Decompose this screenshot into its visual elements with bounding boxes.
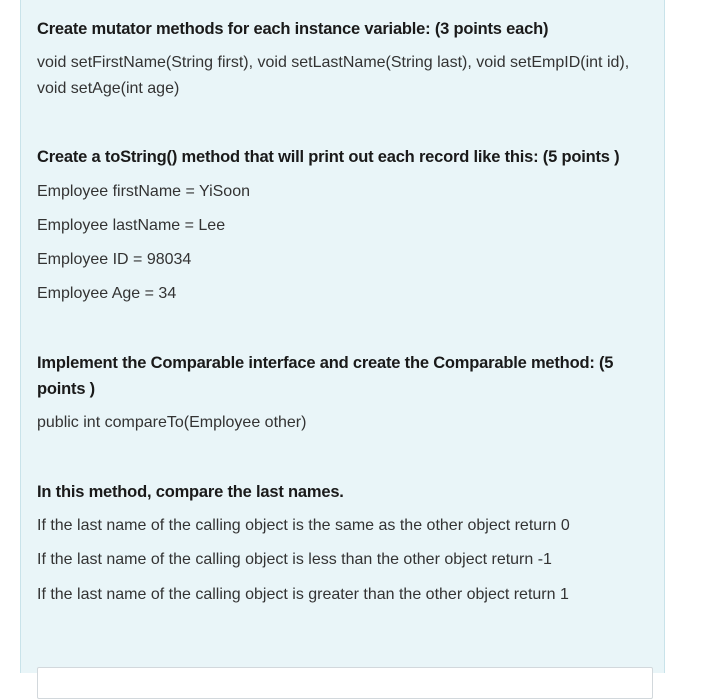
compare-rule-greater: If the last name of the calling object is greater than the other object return 1 — [37, 586, 569, 603]
compare-rule-less: If the last name of the calling object is less than the other object return -1 — [37, 551, 552, 568]
answer-input-box[interactable] — [37, 667, 653, 699]
mutators-signatures: void setFirstName(String first), void setLastName(String last), void setEmpID(int id), void setAge(int age) — [37, 54, 630, 97]
tostring-line-id: Employee ID = 98034 — [37, 251, 192, 268]
compareto-signature: public int compareTo(Employee other) — [37, 414, 307, 431]
compare-rules-heading: In this method, compare the last names. — [37, 483, 344, 501]
compare-rule-equal: If the last name of the calling object is the same as the other object return 0 — [37, 517, 570, 534]
tostring-line-firstname: Employee firstName = YiSoon — [37, 183, 250, 200]
mutators-heading: Create mutator methods for each instance variable: (3 points each) — [37, 20, 549, 38]
tostring-heading: Create a toString() method that will print out each record like this: (5 points ) — [37, 148, 620, 166]
question-panel — [20, 0, 665, 673]
tostring-line-lastname: Employee lastName = Lee — [37, 217, 226, 234]
comparable-heading: Implement the Comparable interface and create the Comparable method: (5 points ) — [37, 354, 614, 398]
tostring-line-age: Employee Age = 34 — [37, 285, 177, 302]
